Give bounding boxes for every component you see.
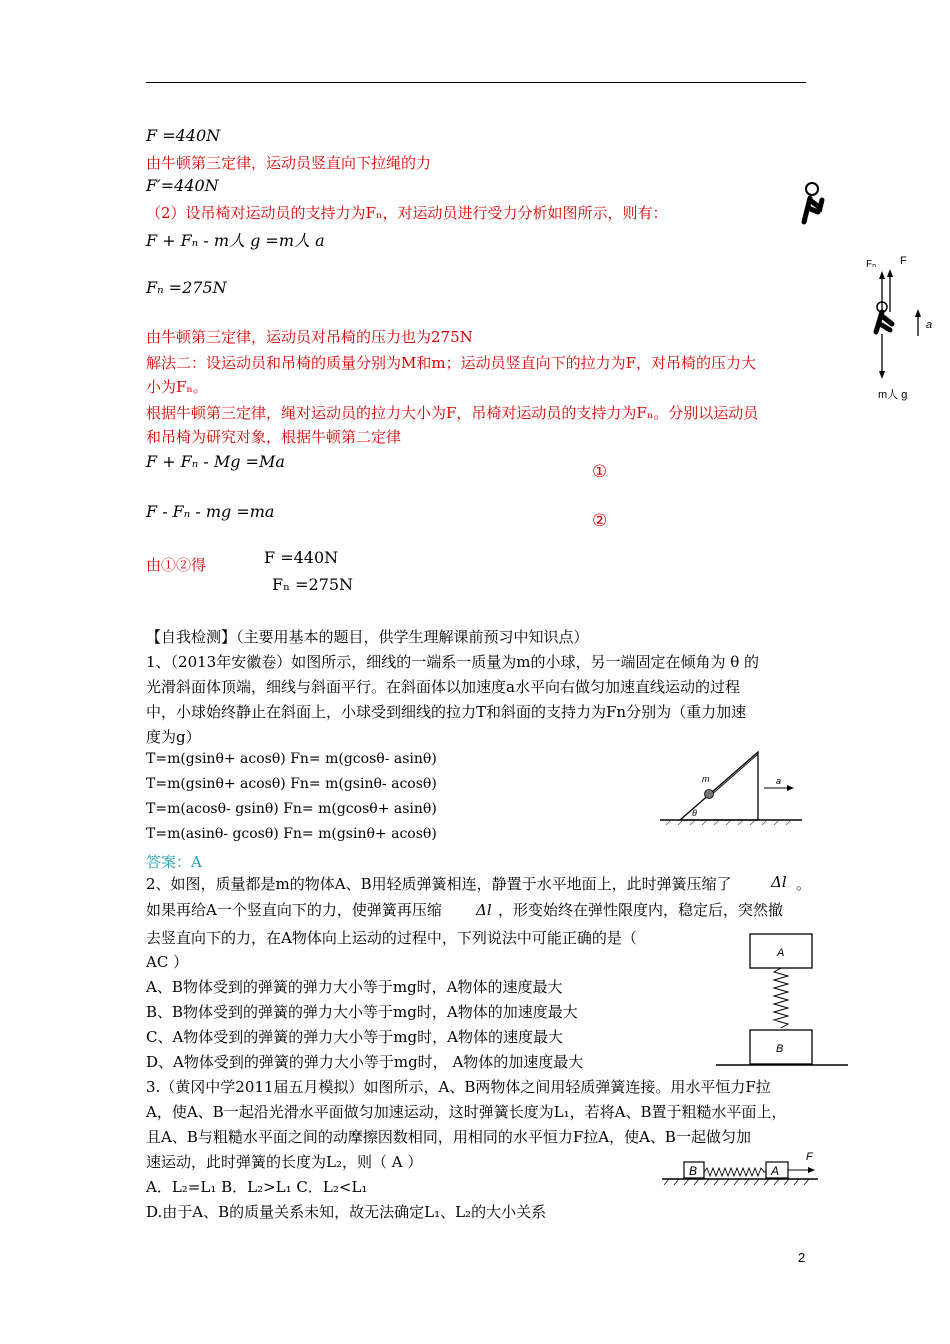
ball-icon — [705, 790, 714, 799]
marker-1: ① — [592, 462, 608, 482]
q1-option: T=m(asinθ- gcosθ) Fn= m(gsinθ+ acosθ) — [146, 826, 437, 842]
q3-option-d: D.由于A、B的质量关系未知，故无法确定L₁、L₂的大小关系 — [146, 1203, 547, 1221]
q3-line-4: 速运动，此时弹簧的长度为L₂，则（ A ） — [146, 1153, 423, 1171]
q2-line-4: AC ） — [146, 953, 189, 971]
svg-text:B: B — [689, 1164, 698, 1178]
q3-line-3: 且A、B与粗糙水平面之间的动摩擦因数相同，用相同的水平恒力F拉A，使A、B一起做匀加 — [146, 1128, 751, 1146]
marker-2: ② — [592, 511, 608, 531]
selfcheck-title: 【自我检测】（主要用基本的题目，供学生理解课前预习中知识点） — [146, 628, 589, 646]
q1-answer: 答案：A — [146, 853, 202, 871]
text-method2-2: 小为Fₙ。 — [146, 378, 208, 396]
delta-l: Δl — [476, 901, 492, 919]
q1-option: T=m(gsinθ+ acosθ) Fn= m(gcosθ- asinθ) — [146, 751, 437, 767]
q2-line-1: 2、如图，质量都是m的物体A、B用轻质弹簧相连，静置于水平地面上，此时弹簧压缩了 — [146, 875, 732, 893]
q1-line-1: 1、（2013年安徽卷）如图所示，细线的一端系一质量为m的小球，另一端固定在倾角为 θ 的 — [146, 653, 760, 671]
person-body-icon — [876, 312, 892, 332]
svg-text:m: m — [702, 774, 710, 784]
q2-option: B、B物体受到的弹簧的弹力大小等于mg时，A物体的加速度最大 — [146, 1003, 578, 1021]
spring-icon — [774, 968, 788, 1028]
equation-f-prime: F′=440N — [146, 176, 219, 195]
q1-option: T=m(acosθ- gsinθ) Fn= m(gcosθ+ asinθ) — [146, 801, 437, 817]
svg-text:θ: θ — [692, 808, 697, 818]
horizontal-spring-figure — [660, 1148, 820, 1190]
header-rule — [146, 82, 806, 83]
svg-text:F: F — [806, 1151, 813, 1163]
svg-text:a: a — [776, 776, 782, 786]
text-newton3-rope: 由牛顿第三定律，运动员竖直向下拉绳的力 — [146, 154, 432, 172]
page-number: 2 — [798, 1250, 806, 1265]
q3-line-2: A，使A、B一起沿光滑水平面做匀加速运动，这时弹簧长度为L₁，若将A、B置于粗糙水平面上， — [146, 1103, 787, 1121]
q3-line-1: 3.（黄冈中学2011届五月模拟）如图所示，A、B两物体之间用轻质弹簧连接。用水平恒力F拉 — [146, 1078, 771, 1096]
svg-text:A: A — [777, 947, 785, 959]
q1-line-2: 光滑斜面体顶端，细线与斜面平行。在斜面体以加速度a水平向右做匀加速直线运动的过程 — [146, 678, 740, 696]
svg-text:B: B — [776, 1043, 784, 1055]
delta-l: Δl — [771, 873, 787, 891]
text-from-12: 由①②得 — [146, 556, 207, 574]
label-a: a — [926, 319, 933, 331]
q2-line-3: 去竖直向下的力，在A物体向上运动的过程中，下列说法中可能正确的是（ — [146, 929, 637, 947]
force-diagram — [860, 250, 950, 402]
equation-2: F - Fₙ - mg =ma — [146, 502, 275, 521]
equation-1: F + Fₙ - Mg =Ma — [146, 452, 285, 471]
text-method2-4: 和吊椅为研究对象，根据牛顿第二定律 — [146, 428, 402, 446]
q1-option: T=m(gsinθ+ acosθ) Fn= m(gsinθ- acosθ) — [146, 776, 437, 792]
q2-line-2b: ，形变始终在弹性限度内，稳定后，突然撤 — [498, 901, 784, 919]
result-fn: Fₙ =275N — [272, 575, 354, 594]
spring-figure — [716, 930, 850, 1070]
q2-line-2a: 如果再给A一个竖直向下的力，使弹簧再压缩 — [146, 901, 442, 919]
result-f: F =440N — [264, 548, 339, 567]
q3-options: A．L₂=L₁ B．L₂>L₁ C．L₂<L₁ — [146, 1178, 368, 1196]
equation-f: F =440N — [146, 126, 221, 145]
label-f: F — [900, 255, 907, 267]
svg-text:A: A — [771, 1164, 780, 1178]
label-mg: m人 g — [878, 389, 908, 401]
q2-option: D、A物体受到的弹簧的弹力大小等于mg时， A物体的加速度最大 — [146, 1053, 584, 1071]
q1-line-4: 度为g） — [146, 728, 201, 746]
text-part2: （2）设吊椅对运动员的支持力为Fₙ，对运动员进行受力分析如图所示，则有： — [146, 204, 668, 222]
spring-icon — [704, 1168, 766, 1176]
equation-fn: Fₙ =275N — [146, 278, 227, 297]
label-fn: Fₙ — [866, 259, 877, 270]
text-newton3-chair: 由牛顿第三定律，运动员对吊椅的压力也为275N — [146, 328, 473, 346]
text-method2-3: 根据牛顿第三定律，绳对运动员的拉力大小为F，吊椅对运动员的支持力为Fₙ。分别以运动员 — [146, 404, 759, 422]
q2-option: A、B物体受到的弹簧的弹力大小等于mg时，A物体的速度最大 — [146, 978, 563, 996]
athlete-icon — [796, 178, 832, 230]
incline-figure — [656, 738, 806, 826]
q1-line-3: 中，小球始终静止在斜面上，小球受到细线的拉力T和斜面的支持力为Fn分别为（重力加速 — [146, 703, 747, 721]
equation-person: F + Fₙ - m人 g =m人 a — [146, 231, 325, 250]
q2-period: 。 — [796, 875, 812, 893]
q2-option: C、A物体受到的弹簧的弹力大小等于mg时，A物体的速度最大 — [146, 1028, 563, 1046]
text-method2-1: 解法二：设运动员和吊椅的质量分别为M和m；运动员竖直向下的拉力为F，对吊椅的压力大 — [146, 354, 756, 372]
